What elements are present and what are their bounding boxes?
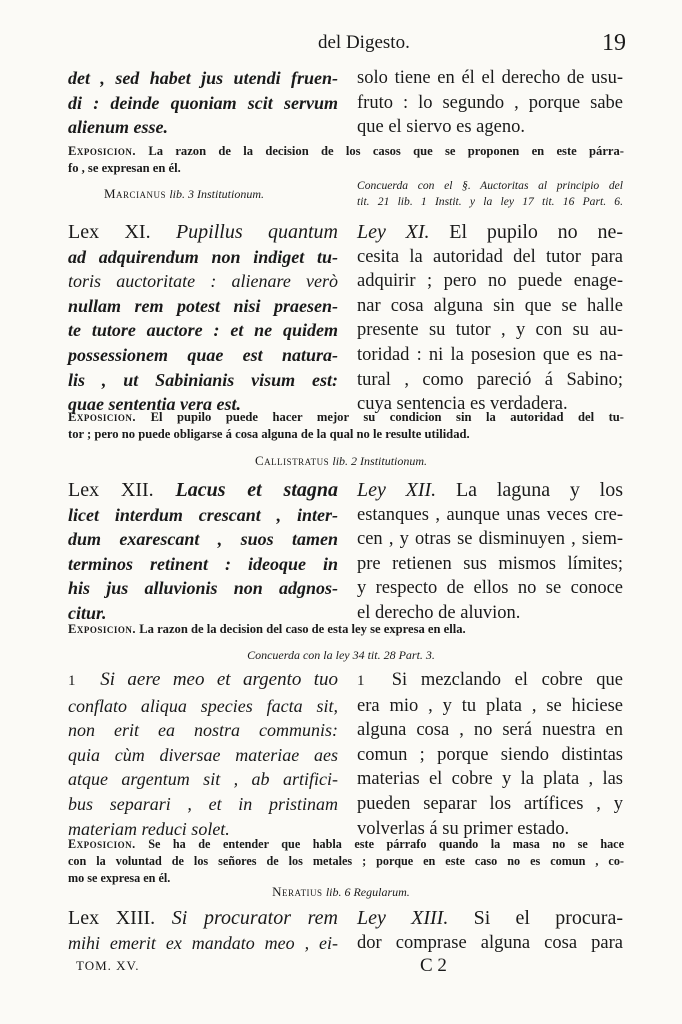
latin-line: toris auctoritate : alienare verò xyxy=(68,271,338,292)
latin-line: di : deinde quoniam scit servum xyxy=(68,92,338,113)
spanish-line: cen , y otras se disminuyen , siem- xyxy=(357,529,623,550)
source-citation xyxy=(0,884,682,900)
latin-line: citur. xyxy=(68,602,107,623)
spanish-line: La laguna y los xyxy=(455,479,623,501)
exposition-label: Exposicion. xyxy=(68,410,137,424)
latin-line: Pupillus quantum xyxy=(175,221,338,243)
lex-label: Lex XII. xyxy=(68,479,154,501)
spanish-line: el derecho de aluvion. xyxy=(357,602,521,623)
latin-line: Si aere meo et argento tuo xyxy=(100,669,338,690)
exposition-3 xyxy=(68,621,624,638)
latin-column-3 xyxy=(68,478,338,626)
page-header xyxy=(0,32,682,58)
ley-label: Ley XIII. xyxy=(357,907,449,929)
latin-line: mihi emerit ex mandato meo , ei- xyxy=(68,932,338,953)
exposition-text: con la voluntad de los señores de los metales ; porque en este caso no es comun , co- xyxy=(68,854,624,868)
latin-line: his jus alluvionis non adgnos- xyxy=(68,578,338,599)
source-work: lib. 2 Institutionum. xyxy=(332,454,428,468)
latin-line: materiam reduci solet. xyxy=(68,818,230,839)
latin-line: possessionem quae est natura- xyxy=(68,344,338,365)
spanish-line: pueden separar los artífices , y xyxy=(357,793,623,814)
running-title: del Digesto. xyxy=(318,32,410,53)
exposition-4 xyxy=(68,836,624,887)
exposition-text: mo se expresa en él. xyxy=(68,871,171,885)
latin-line: conflato aliqua species facta sit, xyxy=(68,695,338,716)
latin-line: non erit ea nostra communis: xyxy=(68,720,338,741)
volume-mark: TOM. XV. xyxy=(76,958,140,973)
concordance-note: Concuerda con la ley 34 tit. 28 Part. 3. xyxy=(247,648,435,662)
concordance-line: tit. 21 lib. 1 Instit. y la ley 17 tit. 16 Part. 6. xyxy=(357,195,623,208)
latin-line: lis , ut Sabinianis visum est: xyxy=(68,369,338,390)
exposition-label: Exposicion. xyxy=(68,144,137,158)
spanish-line: presente su tutor , y con su au- xyxy=(357,320,623,341)
latin-line: te tutore auctore : et ne quidem xyxy=(68,320,338,341)
spanish-line: que el siervo es ageno. xyxy=(357,117,525,138)
spanish-line: materias el cobre y la plata , las xyxy=(357,769,623,790)
spanish-column-5 xyxy=(357,906,623,955)
exposition-2 xyxy=(68,409,624,443)
latin-line: Lacus et stagna xyxy=(175,479,338,501)
spanish-line: dor comprase alguna cosa para xyxy=(357,932,623,953)
spanish-line: toridad : ni la posesion que es na- xyxy=(357,344,623,365)
page-number: 19 xyxy=(602,30,626,56)
spanish-line: cuya sentencia es verdadera. xyxy=(357,394,568,415)
concordance-line: Concuerda con el §. Auctoritas al principio del xyxy=(357,179,623,192)
spanish-line: Si mezclando el cobre que xyxy=(391,670,623,690)
spanish-line: fruto : lo segundo , porque sabe xyxy=(357,92,623,113)
ley-label: Ley XII. xyxy=(357,479,437,501)
source-author: Neratius xyxy=(272,884,323,899)
spanish-column-1 xyxy=(357,66,623,140)
exposition-text: fo , se expresan en él. xyxy=(68,161,181,175)
paragraph-number: 1 xyxy=(68,673,76,689)
spanish-line: era mio , y tu plata , se hiciese xyxy=(357,695,623,716)
spanish-column-2 xyxy=(357,220,623,417)
latin-line: nullam rem potest nisi praesen- xyxy=(68,295,338,316)
spanish-column-3 xyxy=(357,478,623,626)
latin-column-1 xyxy=(68,66,338,140)
lex-label: Lex XI. xyxy=(68,221,151,243)
exposition-1 xyxy=(68,143,624,177)
spanish-column-4 xyxy=(357,668,623,841)
spanish-line: estanques , aunque unas veces cre- xyxy=(357,504,623,525)
latin-line: alienum esse. xyxy=(68,117,169,138)
spanish-line: Si el procura- xyxy=(473,907,623,929)
latin-column-4 xyxy=(68,668,338,841)
latin-column-2 xyxy=(68,220,338,417)
concordance-note xyxy=(357,178,623,210)
latin-line: ad adquirendum non indiget tu- xyxy=(68,246,338,267)
exposition-text: tor ; pero no puede obligarse á cosa alguna de la qual no le resulte utilidad. xyxy=(68,427,470,441)
spanish-line: y respecto de ellos no se conoce xyxy=(357,578,623,599)
exposition-text: La razon de la decision del caso de esta ley se expresa en ella. xyxy=(139,622,466,636)
latin-column-5 xyxy=(68,906,338,955)
spanish-line: comun ; porque siendo distintas xyxy=(357,744,623,765)
spanish-line: alguna cosa , no será nuestra en xyxy=(357,720,623,741)
source-author: Callistratus xyxy=(254,453,330,468)
latin-line: det , sed habet jus utendi fruen- xyxy=(68,68,338,88)
spanish-line: tural , como pareció á Sabino; xyxy=(357,369,623,390)
ley-label: Ley XI. xyxy=(357,221,430,243)
latin-line: bus separari , et in pristinam xyxy=(68,793,338,814)
latin-line: terminos retinent : ideoque in xyxy=(68,553,338,574)
source-work: lib. 6 Regularum. xyxy=(325,885,410,899)
exposition-text: Se ha de entender que habla este párrafo quando la masa no se hace xyxy=(148,837,625,851)
signature-mark: C 2 xyxy=(420,955,447,976)
lex-label: Lex XIII. xyxy=(68,907,156,929)
exposition-label: Exposicion. xyxy=(68,837,136,851)
spanish-line: pre retienen sus mismos límites; xyxy=(357,553,623,574)
exposition-text: La razon de la decision de los casos que se proponen en este párra- xyxy=(148,144,624,158)
spanish-line: solo tiene en él el derecho de usu- xyxy=(357,68,623,88)
latin-line: licet interdum crescant , inter- xyxy=(68,504,338,525)
latin-line: quae sententia vera est. xyxy=(68,394,241,415)
exposition-text: El pupilo puede hacer mejor su condicion sin la autoridad del tu- xyxy=(150,410,624,424)
latin-line: quia cùm diversae materiae aes xyxy=(68,744,338,765)
latin-line: atque argentum sit , ab artifici- xyxy=(68,769,338,790)
spanish-line: adquirir ; pero no puede enage- xyxy=(357,271,623,292)
spanish-line: cesita la autoridad del tutor para xyxy=(357,246,623,267)
source-citation xyxy=(0,453,682,469)
source-author: Marcianus xyxy=(104,186,167,201)
latin-line: dum exarescant , suos tamen xyxy=(68,529,338,550)
spanish-line: El pupilo no ne- xyxy=(449,221,623,243)
exposition-label: Exposicion. xyxy=(68,622,137,636)
latin-line: Si procurator rem xyxy=(171,907,338,929)
paragraph-number: 1 xyxy=(357,673,365,689)
spanish-line: nar cosa alguna sin que se halle xyxy=(357,295,623,316)
source-citation xyxy=(104,186,264,202)
source-work: lib. 3 Institutionum. xyxy=(169,187,264,201)
spanish-line: volverlas á su primer estado. xyxy=(357,818,570,839)
